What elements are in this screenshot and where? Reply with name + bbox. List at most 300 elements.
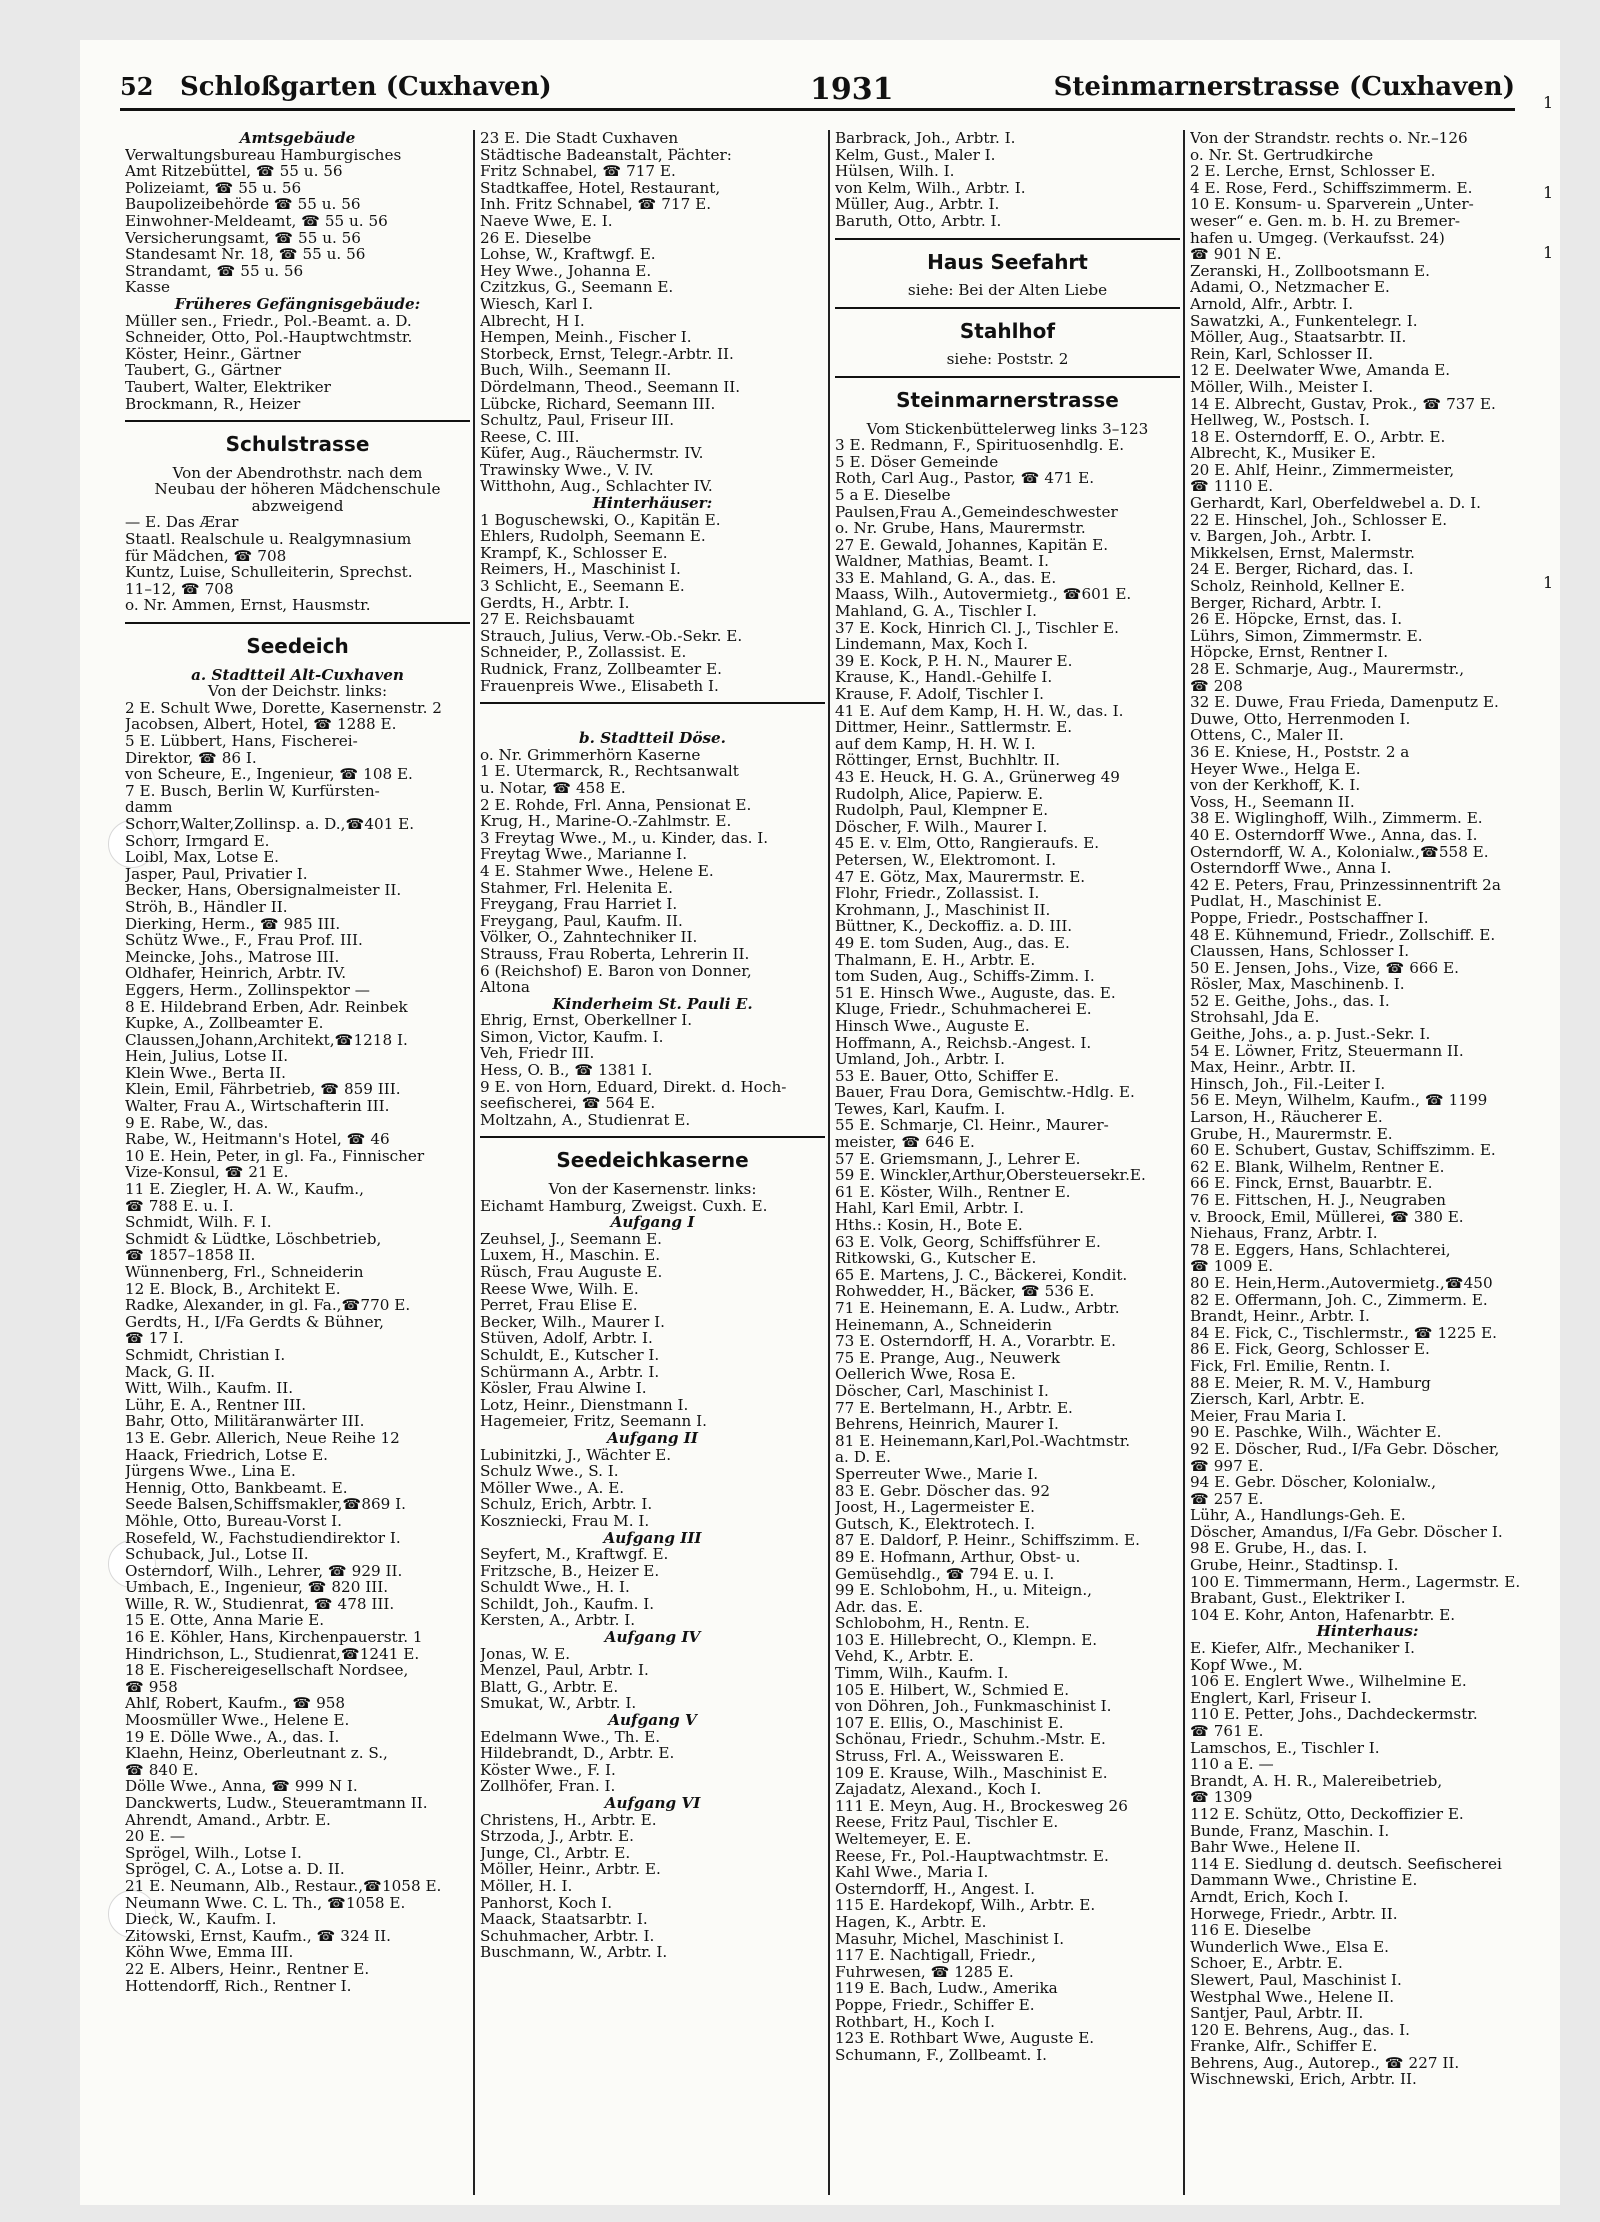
directory-entry: Buch, Wilh., Seemann II.	[480, 362, 672, 379]
directory-entry: Timm, Wilh., Kaufm. I.	[835, 1665, 1009, 1682]
directory-entry: o. Nr. Ammen, Ernst, Hausmstr.	[125, 597, 371, 615]
directory-entry: 60 E. Schubert, Gustav, Schiffszimm. E.	[1190, 1142, 1496, 1159]
directory-entry: Berger, Richard, Arbtr. I.	[1190, 594, 1382, 612]
directory-entry: Hempen, Meinh., Fischer I.	[480, 329, 692, 346]
directory-entry: 62 E. Blank, Wilhelm, Rentner E.	[1190, 1158, 1445, 1176]
directory-entry: ☎ 17 I.	[125, 1330, 184, 1347]
directory-entry: 12 E. Deelwater Wwe, Amanda E.	[1190, 362, 1451, 379]
directory-entry: Schulz Wwe., S. I.	[480, 1463, 619, 1480]
directory-entry: Gerhardt, Karl, Oberfeldwebel a. D. I.	[1190, 495, 1481, 512]
directory-entry: Müller, Aug., Arbtr. I.	[835, 196, 1000, 213]
column-divider	[1183, 130, 1185, 2195]
directory-entry: Küfer, Aug., Räuchermstr. IV.	[480, 445, 704, 462]
directory-entry: Maack, Staatsarbtr. I.	[480, 1911, 648, 1928]
directory-entry: ☎ 788 E. u. I.	[125, 1197, 234, 1215]
directory-entry: Arnold, Alfr., Arbtr. I.	[1190, 295, 1354, 313]
directory-entry: 107 E. Ellis, O., Maschinist E.	[835, 1714, 1064, 1732]
section-subheading: Hinterhaus:	[1316, 1623, 1419, 1641]
directory-entry: Flohr, Friedr., Zollassist. I.	[835, 885, 1040, 902]
directory-entry: 61 E. Köster, Wilh., Rentner E.	[835, 1183, 1071, 1201]
directory-entry: 20 E. Ahlf, Heinr., Zimmermeister,	[1190, 461, 1455, 479]
directory-entry: Petersen, W., Elektromont. I.	[835, 851, 1057, 869]
directory-entry: Kösler, Frau Alwine I.	[480, 1380, 647, 1397]
directory-entry: 20 E. —	[125, 1828, 186, 1845]
directory-entry: Lubinitzki, J., Wächter E.	[480, 1446, 672, 1464]
directory-entry: Heinemann, A., Schneiderin	[835, 1316, 1052, 1334]
directory-entry: Zollhöfer, Fran. I.	[480, 1778, 616, 1795]
directory-entry: ☎ 257 E.	[1190, 1490, 1264, 1508]
directory-entry: ☎ 1110 E.	[1190, 478, 1274, 496]
directory-entry: Freygang, Paul, Kaufm. II.	[480, 912, 683, 930]
directory-entry: Kersten, A., Arbtr. I.	[480, 1612, 636, 1630]
directory-entry: Döscher, Amandus, I/Fa Gebr. Döscher I.	[1190, 1523, 1503, 1541]
margin-mark: 1	[1543, 93, 1554, 112]
directory-entry: Kasse	[125, 279, 170, 296]
directory-entry: Voss, H., Seemann II.	[1190, 793, 1355, 811]
directory-entry: 21 E. Neumann, Alb., Restaur.,☎1058 E.	[125, 1877, 442, 1895]
directory-entry: Hess, O. B., ☎ 1381 I.	[480, 1062, 653, 1079]
street-note: Von der Kasernenstr. links:	[548, 1181, 757, 1198]
section-subheading: Hinterhäuser:	[592, 495, 713, 512]
directory-entry: Santjer, Paul, Arbtr. II.	[1190, 2005, 1364, 2022]
directory-entry: 56 E. Meyn, Wilhelm, Kaufm., ☎ 1199	[1190, 1092, 1488, 1110]
directory-entry: Osterndorff, H., Angest. I.	[835, 1880, 1035, 1898]
directory-entry: Hindrichson, L., Studienrat,☎1241 E.	[125, 1645, 420, 1663]
directory-entry: 81 E. Heinemann,Karl,Pol.-Wachtmstr.	[835, 1432, 1131, 1450]
directory-entry: Dieck, W., Kaufm. I.	[125, 1911, 277, 1928]
directory-entry: 82 E. Offermann, Joh. C., Zimmerm. E.	[1190, 1291, 1488, 1309]
directory-entry: Reese, Fr., Pol.-Hauptwachtmstr. E.	[835, 1847, 1109, 1865]
directory-entry: 63 E. Volk, Georg, Schiffsführer E.	[835, 1233, 1101, 1251]
directory-entry: 48 E. Kühnemund, Friedr., Zollschiff. E.	[1190, 926, 1496, 944]
directory-entry: Schuback, Jul., Lotse II.	[125, 1546, 309, 1563]
directory-entry: 23 E. Die Stadt Cuxhaven	[480, 130, 679, 147]
directory-entry: Naeve Wwe, E. I.	[480, 212, 613, 230]
directory-entry: Claussen,Johann,Architekt,☎1218 I.	[125, 1031, 408, 1049]
directory-entry: Westphal Wwe., Helene II.	[1190, 1988, 1395, 2006]
section-subheading: Kinderheim St. Pauli E.	[552, 995, 753, 1013]
directory-entry: Roth, Carl Aug., Pastor, ☎ 471 E.	[835, 470, 1095, 487]
directory-entry: 5 E. Döser Gemeinde	[835, 453, 999, 471]
directory-entry: Mack, G. II.	[125, 1363, 216, 1381]
street-note: Vom Stickenbüttelerweg links 3–123	[866, 420, 1149, 438]
directory-entry: 116 E. Dieselbe	[1190, 1922, 1311, 1939]
directory-entry: 1 Boguschewski, O., Kapitän E.	[480, 511, 721, 529]
directory-entry: Dölle Wwe., Anna, ☎ 999 N I.	[125, 1778, 358, 1795]
directory-entry: Edelmann Wwe., Th. E.	[480, 1728, 661, 1746]
directory-entry: 22 E. Albers, Heinr., Rentner E.	[125, 1960, 370, 1978]
directory-entry: Möller, Aug., Staatsarbtr. II.	[1190, 329, 1407, 346]
margin-mark: 1	[1543, 183, 1554, 202]
directory-entry: Gutsch, K., Elektrotech. I.	[835, 1515, 1036, 1533]
directory-entry: meister, ☎ 646 E.	[835, 1134, 975, 1151]
directory-entry: Seede Balsen,Schiffsmakler,☎869 I.	[125, 1496, 406, 1513]
directory-entry: Czitzkus, G., Seemann E.	[480, 279, 674, 296]
directory-entry: 100 E. Timmermann, Herm., Lagermstr. E.	[1190, 1573, 1521, 1591]
directory-entry: Schneider, P., Zollassist. E.	[480, 644, 687, 661]
directory-entry: Bahr, Otto, Militäranwärter III.	[125, 1413, 365, 1430]
street-note: Von der Deichstr. links:	[207, 683, 388, 700]
directory-entry: Kelm, Gust., Maler I.	[835, 146, 996, 164]
directory-entry: 9 E. Rabe, W., das.	[125, 1114, 269, 1132]
directory-entry: seefischerei, ☎ 564 E.	[480, 1095, 656, 1112]
section-subheading: Aufgang VI	[604, 1795, 701, 1812]
section-subheading: Aufgang I	[610, 1214, 695, 1231]
directory-entry: Baruth, Otto, Arbtr. I.	[835, 212, 1002, 230]
directory-entry: hafen u. Umgeg. (Verkaufsst. 24)	[1190, 229, 1445, 247]
directory-entry: 80 E. Hein,Herm.,Autovermietg.,☎450	[1190, 1274, 1493, 1292]
directory-entry: Witthohn, Aug., Schlachter IV.	[480, 478, 713, 496]
directory-entry: 99 E. Schlobohm, H., u. Miteign.,	[835, 1582, 1092, 1599]
directory-entry: Von der Strandstr. rechts o. Nr.–126	[1190, 130, 1468, 147]
directory-entry: 76 E. Fittschen, H. J., Neugraben	[1190, 1192, 1446, 1209]
directory-entry: Direktor, ☎ 86 I.	[125, 749, 257, 767]
directory-entry: Versicherungsamt, ☎ 55 u. 56	[125, 229, 361, 247]
directory-entry: Hths.: Kosin, H., Bote E.	[835, 1217, 1023, 1234]
directory-entry: — E. Das Ærar	[125, 514, 239, 532]
directory-entry: 53 E. Bauer, Otto, Schiffer E.	[835, 1067, 1059, 1085]
directory-entry: Möller, Heinr., Arbtr. E.	[480, 1861, 661, 1878]
directory-entry: 89 E. Hofmann, Arthur, Obst- u.	[835, 1548, 1081, 1566]
directory-entry: Schürmann A., Arbtr. I.	[480, 1363, 660, 1381]
directory-entry: Klein Wwe., Berta II.	[125, 1064, 286, 1082]
directory-entry: Rösler, Max, Maschinenb. I.	[1190, 976, 1405, 993]
directory-entry: von Scheure, E., Ingenieur, ☎ 108 E.	[125, 766, 413, 783]
directory-entry: Krug, H., Marine-O.-Zahlmstr. E.	[480, 813, 732, 830]
directory-entry: 49 E. tom Suden, Aug., das. E.	[835, 934, 1070, 952]
directory-entry: 115 E. Hardekopf, Wilh., Arbtr. E.	[835, 1897, 1096, 1914]
directory-entry: 59 E. Winckler,Arthur,Obersteuersekr.E.	[835, 1167, 1146, 1184]
directory-entry: Schönau, Friedr., Schuhm.-Mstr. E.	[835, 1731, 1106, 1749]
directory-entry: Strzoda, J., Arbtr. E.	[480, 1828, 634, 1845]
directory-entry: Schmidt & Lüdtke, Löschbetrieb,	[125, 1230, 382, 1248]
directory-entry: 26 E. Dieselbe	[480, 229, 592, 247]
directory-entry: Lübcke, Richard, Seemann III.	[480, 395, 716, 413]
directory-entry: Polizeiamt, ☎ 55 u. 56	[125, 179, 302, 197]
directory-entry: 33 E. Mahland, G. A., das. E.	[835, 569, 1057, 587]
directory-entry: 11–12, ☎ 708	[125, 580, 234, 598]
directory-entry: Haack, Friedrich, Lotse E.	[125, 1446, 328, 1464]
directory-entry: Luxem, H., Maschin. E.	[480, 1247, 661, 1264]
street-note: siehe: Bei der Alten Liebe	[907, 282, 1108, 299]
directory-entry: Smukat, W., Arbtr. I.	[480, 1695, 637, 1713]
directory-page	[80, 40, 1560, 2205]
directory-entry: Ströh, B., Händler II.	[125, 898, 288, 916]
directory-entry: 117 E. Nachtigall, Friedr.,	[835, 1947, 1036, 1964]
directory-entry: Schuldt, E., Kutscher I.	[480, 1346, 660, 1364]
directory-entry: ☎ 1009 E.	[1190, 1258, 1274, 1275]
directory-entry: Maass, Wilh., Autovermietg., ☎601 E.	[835, 586, 1132, 604]
directory-entry: Grube, Heinr., Stadtinsp. I.	[1190, 1557, 1399, 1574]
directory-entry: Schmidt, Wilh. F. I.	[125, 1214, 272, 1231]
directory-entry: Sawatzki, A., Funkentelegr. I.	[1190, 312, 1418, 330]
directory-entry: Poppe, Friedr., Postschaffner I.	[1190, 909, 1429, 927]
directory-entry: 7 E. Busch, Berlin W, Kurfürsten-	[125, 782, 380, 800]
directory-entry: Franke, Alfr., Schiffer E.	[1190, 2038, 1378, 2055]
directory-entry: 39 E. Kock, P. H. N., Maurer E.	[835, 652, 1073, 670]
directory-entry: Mikkelsen, Ernst, Malermstr.	[1190, 544, 1415, 562]
directory-entry: o. Nr. Grube, Hans, Maurermstr.	[835, 520, 1086, 537]
directory-entry: 10 E. Konsum- u. Sparverein „Unter-	[1190, 196, 1474, 213]
directory-entry: Krause, F. Adolf, Tischler I.	[835, 686, 1044, 703]
directory-entry: 18 E. Osterndorff, E. O., Arbtr. E.	[1190, 428, 1446, 446]
directory-entry: Rüsch, Frau Auguste E.	[480, 1264, 663, 1281]
directory-entry: Möller Wwe., A. E.	[480, 1479, 625, 1497]
directory-entry: Struss, Frl. A., Weisswaren E.	[835, 1748, 1065, 1765]
directory-entry: 92 E. Döscher, Rud., I/Fa Gebr. Döscher,	[1190, 1440, 1500, 1458]
directory-entry: Dierking, Herm., ☎ 985 III.	[125, 915, 341, 933]
directory-entry: Kluge, Friedr., Schuhmacherei E.	[835, 1001, 1092, 1018]
directory-entry: 106 E. Englert Wwe., Wilhelmine E.	[1190, 1673, 1467, 1690]
section-subheading: Früheres Gefängnisgebäude:	[174, 295, 421, 313]
directory-entry: Köhn Wwe, Emma III.	[125, 1944, 294, 1961]
directory-entry: 16 E. Köhler, Hans, Kirchenpauerstr. 1	[125, 1629, 423, 1646]
directory-entry: 86 E. Fick, Georg, Schlosser E.	[1190, 1341, 1430, 1358]
directory-entry: 18 E. Fischereigesellschaft Nordsee,	[125, 1662, 409, 1679]
directory-entry: 45 E. v. Elm, Otto, Rangieraufs. E.	[835, 835, 1100, 852]
directory-entry: Koszniecki, Frau M. I.	[480, 1512, 650, 1530]
directory-entry: Zeranski, H., Zollbootsmann E.	[1190, 262, 1430, 280]
directory-entry: 24 E. Berger, Richard, das. I.	[1190, 561, 1414, 579]
street-heading: Stahlhof	[835, 307, 1180, 352]
directory-entry: Albrecht, H I.	[480, 312, 585, 330]
directory-entry: ☎ 1857–1858 II.	[125, 1247, 256, 1264]
directory-entry: Fritz Schnabel, ☎ 717 E.	[480, 163, 676, 180]
directory-entry: auf dem Kamp, H. H. W. I.	[835, 735, 1036, 753]
directory-entry: 51 E. Hinsch Wwe., Auguste, das. E.	[835, 984, 1116, 1002]
directory-entry: Krause, K., Handl.-Gehilfe I.	[835, 669, 1053, 687]
directory-entry: Völker, O., Zahntechniker II.	[480, 929, 698, 946]
directory-entry: Wiesch, Karl I.	[480, 295, 594, 313]
directory-entry: Brandt, A. H. R., Malereibetrieb,	[1190, 1772, 1443, 1790]
directory-entry: ☎ 1309	[1190, 1789, 1253, 1806]
directory-entry: Müller sen., Friedr., Pol.-Beamt. a. D.	[125, 312, 412, 330]
directory-entry: Poppe, Friedr., Schiffer E.	[835, 1996, 1035, 2014]
directory-entry: 90 E. Paschke, Wilh., Wächter E.	[1190, 1424, 1442, 1441]
directory-entry: Hellweg, W., Postsch. I.	[1190, 412, 1370, 429]
directory-entry: 12 E. Block, B., Architekt E.	[125, 1280, 341, 1298]
directory-entry: Osterndorff Wwe., Anna I.	[1190, 860, 1392, 877]
directory-entry: 5 E. Lübbert, Hans, Fischerei-	[125, 733, 358, 750]
directory-entry: Schildt, Joh., Kaufm. I.	[480, 1595, 655, 1613]
directory-entry: Neumann Wwe. C. L. Th., ☎1058 E.	[125, 1894, 406, 1912]
directory-entry: Döscher, F. Wilh., Maurer I.	[835, 818, 1048, 836]
directory-entry: Christens, H., Arbtr. E.	[480, 1811, 657, 1829]
directory-entry: Dittmer, Heinr., Sattlermstr. E.	[835, 719, 1073, 736]
directory-entry: Kupke, A., Zollbeamter E.	[125, 1015, 324, 1032]
directory-entry: 5 a E. Dieselbe	[835, 486, 951, 504]
directory-entry: Larson, H., Räucherer E.	[1190, 1109, 1383, 1126]
directory-entry: Umland, Joh., Arbtr. I.	[835, 1051, 1005, 1068]
directory-entry: 4 E. Stahmer Wwe., Helene E.	[480, 862, 714, 880]
directory-entry: Hagemeier, Fritz, Seemann I.	[480, 1413, 707, 1430]
directory-entry: Köster Wwe., F. I.	[480, 1761, 616, 1779]
directory-entry: 27 E. Gewald, Johannes, Kapitän E.	[835, 536, 1109, 554]
directory-entry: 66 E. Finck, Ernst, Bauarbtr. E.	[1190, 1175, 1433, 1192]
directory-entry: Krampf, K., Schlosser E.	[480, 544, 668, 562]
directory-entry: Scholz, Reinhold, Kellner E.	[1190, 578, 1405, 595]
directory-entry: Panhorst, Koch I.	[480, 1894, 613, 1912]
directory-entry: Strandamt, ☎ 55 u. 56	[125, 262, 304, 280]
directory-entry: 104 E. Kohr, Anton, Hafenarbtr. E.	[1190, 1606, 1456, 1624]
directory-entry: Albrecht, K., Musiker E.	[1190, 445, 1376, 462]
directory-entry: 2 E. Rohde, Frl. Anna, Pensionat E.	[480, 796, 752, 814]
directory-entry: Möller, H. I.	[480, 1877, 573, 1895]
directory-entry: Reese, C. III.	[480, 428, 580, 446]
street-heading	[480, 702, 825, 730]
directory-entry: Reimers, H., Maschinist I.	[480, 561, 681, 579]
directory-entry: Zitowski, Ernst, Kaufm., ☎ 324 II.	[125, 1927, 391, 1945]
directory-entry: Jürgens Wwe., Lina E.	[125, 1463, 296, 1480]
directory-entry: o. Nr. St. Gertrudkirche	[1190, 146, 1374, 164]
directory-entry: 1 E. Utermarck, R., Rechtsanwalt	[480, 763, 739, 780]
directory-entry: Lührs, Simon, Zimmermstr. E.	[1190, 627, 1423, 645]
directory-entry: Loibl, Max, Lotse E.	[125, 849, 280, 866]
directory-entry: von Kelm, Wilh., Arbtr. I.	[835, 179, 1026, 197]
directory-entry: 50 E. Jensen, Johs., Vize, ☎ 666 E.	[1190, 959, 1459, 977]
directory-entry: Hennig, Otto, Bankbeamt. E.	[125, 1479, 348, 1497]
directory-entry: 19 E. Dölle Wwe., A., das. I.	[125, 1728, 340, 1746]
directory-entry: Fuhrwesen, ☎ 1285 E.	[835, 1963, 1014, 1981]
column-4	[1190, 130, 1545, 2088]
directory-entry: Claussen, Hans, Schlosser I.	[1190, 943, 1410, 960]
directory-entry: 9 E. von Horn, Eduard, Direkt. d. Hoch-	[480, 1078, 787, 1096]
directory-entry: Jonas, W. E.	[480, 1645, 571, 1663]
directory-entry: 109 E. Krause, Wilh., Maschinist E.	[835, 1764, 1108, 1782]
directory-entry: Englert, Karl, Friseur I.	[1190, 1689, 1372, 1707]
directory-entry: Ritkowski, G., Kutscher E.	[835, 1250, 1037, 1267]
directory-entry: Veh, Friedr III.	[480, 1045, 595, 1063]
directory-entry: Simon, Victor, Kaufm. I.	[480, 1028, 664, 1046]
directory-entry: 77 E. Bertelmann, H., Arbtr. E.	[835, 1399, 1073, 1417]
directory-entry: 103 E. Hillebrecht, O., Klempn. E.	[835, 1631, 1098, 1649]
directory-entry: Geithe, Johs., a. p. Just.-Sekr. I.	[1190, 1026, 1431, 1043]
directory-entry: Lohse, W., Kraftwgf. E.	[480, 246, 656, 263]
directory-entry: Thalmann, E. H., Arbtr. E.	[835, 951, 1036, 969]
directory-entry: E. Kiefer, Alfr., Mechaniker I.	[1190, 1640, 1415, 1657]
directory-entry: Fick, Frl. Emilie, Rentn. I.	[1190, 1357, 1391, 1375]
directory-entry: Hinsch Wwe., Auguste E.	[835, 1017, 1030, 1035]
directory-entry: Lotz, Heinr., Dienstmann I.	[480, 1396, 689, 1414]
directory-entry: Vize-Konsul, ☎ 21 E.	[125, 1164, 289, 1182]
directory-entry: 2 E. Lerche, Ernst, Schlosser E.	[1190, 163, 1436, 180]
directory-entry: 123 E. Rothbart Wwe, Auguste E.	[835, 2030, 1095, 2047]
directory-entry: Schoer, E., Arbtr. E.	[1190, 1955, 1343, 1972]
directory-entry: 4 E. Rose, Ferd., Schiffszimmerm. E.	[1190, 179, 1473, 197]
directory-entry: Strohsahl, Jda E.	[1190, 1009, 1320, 1027]
directory-entry: Dördelmann, Theod., Seemann II.	[480, 378, 741, 396]
directory-entry: Sperreuter Wwe., Marie I.	[835, 1465, 1039, 1483]
directory-entry: Hahl, Karl Emil, Arbtr. I.	[835, 1200, 1024, 1218]
directory-entry: 40 E. Osterndorff Wwe., Anna, das. I.	[1190, 826, 1478, 844]
margin-mark: 1	[1543, 573, 1554, 592]
directory-entry: Eichamt Hamburg, Zweigst. Cuxh. E.	[480, 1197, 768, 1215]
directory-entry: ☎ 958	[125, 1678, 178, 1696]
directory-entry: 52 E. Geithe, Johs., das. I.	[1190, 992, 1390, 1010]
directory-entry: 15 E. Otte, Anna Marie E.	[125, 1612, 325, 1630]
directory-entry: Hildebrandt, D., Arbtr. E.	[480, 1745, 675, 1762]
directory-entry: tom Suden, Aug., Schiffs-Zimm. I.	[835, 968, 1095, 985]
directory-entry: Büttner, K., Deckoffiz. a. D. III.	[835, 918, 1073, 935]
directory-entry: 83 E. Gebr. Döscher das. 92	[835, 1482, 1051, 1500]
directory-entry: ☎ 997 E.	[1190, 1457, 1264, 1475]
street-heading: Haus Seefahrt	[835, 238, 1180, 283]
directory-entry: Rothbart, H., Koch I.	[835, 2013, 996, 2031]
section-subheading: a. Stadtteil Alt-Cuxhaven	[191, 666, 404, 684]
directory-entry: Behrens, Aug., Autorep., ☎ 227 II.	[1190, 2054, 1460, 2072]
directory-entry: Einwohner-Meldeamt, ☎ 55 u. 56	[125, 212, 388, 230]
directory-entry: Heyer Wwe., Helga E.	[1190, 760, 1361, 778]
directory-entry: Brockmann, R., Heizer	[125, 395, 301, 413]
directory-entry: Moosmüller Wwe., Helene E.	[125, 1712, 350, 1729]
directory-entry: Klein, Emil, Fährbetrieb, ☎ 859 III.	[125, 1081, 401, 1099]
directory-entry: ☎ 901 N E.	[1190, 246, 1282, 263]
directory-entry: Witt, Wilh., Kaufm. II.	[125, 1380, 294, 1397]
section-subheading: Aufgang V	[608, 1712, 697, 1729]
directory-entry: Brandt, Heinr., Arbtr. I.	[1190, 1308, 1370, 1325]
page-number: 52	[120, 72, 154, 101]
directory-entry: 11 E. Ziegler, H. A. W., Kaufm.,	[125, 1181, 364, 1198]
directory-entry: Max, Heinr., Arbtr. II.	[1190, 1059, 1356, 1076]
directory-entry: Wille, R. W., Studienrat, ☎ 478 III.	[125, 1595, 395, 1613]
directory-entry: Schuldt Wwe., H. I.	[480, 1579, 630, 1596]
directory-entry: Klaehn, Heinz, Oberleutnant z. S.,	[125, 1745, 388, 1762]
directory-entry: Gemüsehdlg., ☎ 794 E. u. I.	[835, 1565, 1055, 1583]
directory-entry: Stüven, Adolf, Arbtr. I.	[480, 1330, 653, 1347]
directory-entry: 114 E. Siedlung d. deutsch. Seefischerei	[1190, 1855, 1502, 1873]
directory-entry: Sprögel, Wilh., Lotse I.	[125, 1844, 302, 1862]
directory-entry: Freytag Wwe., Marianne I.	[480, 846, 688, 863]
section-subheading: Aufgang II	[607, 1429, 698, 1447]
directory-entry: 87 E. Daldorf, P. Heinr., Schiffszimm. E.	[835, 1532, 1140, 1549]
directory-entry: Behrens, Heinrich, Maurer I.	[835, 1416, 1059, 1433]
directory-entry: Rudolph, Paul, Klempner E.	[835, 802, 1049, 819]
directory-entry: Gerdts, H., I/Fa Gerdts & Bühner,	[125, 1313, 384, 1331]
directory-entry: Schuhmacher, Arbtr. I.	[480, 1927, 655, 1945]
directory-entry: Brabant, Gust., Elektriker I.	[1190, 1590, 1406, 1607]
directory-entry: Radke, Alexander, in gl. Fa.,☎770 E.	[125, 1297, 411, 1314]
directory-entry: Kopf Wwe., M.	[1190, 1656, 1303, 1674]
directory-entry: Lindemann, Max, Koch I.	[835, 636, 1028, 653]
street-heading: Schulstrasse	[125, 420, 470, 465]
directory-entry: Jasper, Paul, Privatier I.	[125, 865, 308, 883]
directory-entry: 54 E. Löwner, Fritz, Steuermann II.	[1190, 1042, 1464, 1060]
directory-entry: Lühr, E. A., Rentner III.	[125, 1396, 307, 1414]
street-note: siehe: Poststr. 2	[946, 351, 1069, 368]
directory-entry: Schumann, F., Zollbeamt. I.	[835, 2046, 1047, 2064]
directory-entry: Taubert, Walter, Elektriker	[125, 378, 331, 396]
directory-entry: 36 E. Kniese, H., Poststr. 2 a	[1190, 743, 1410, 761]
directory-entry: Bauer, Frau Dora, Gemischtw.-Hdlg. E.	[835, 1084, 1135, 1101]
directory-entry: Bunde, Franz, Maschin. I.	[1190, 1822, 1390, 1840]
directory-entry: Stahmer, Frl. Helenita E.	[480, 879, 673, 897]
directory-entry: Meier, Frau Maria I.	[1190, 1407, 1347, 1425]
directory-entry: Junge, Cl., Arbtr. E.	[480, 1844, 631, 1862]
section-subheading: b. Stadtteil Döse.	[579, 730, 726, 747]
directory-entry: Horwege, Friedr., Arbtr. II.	[1190, 1905, 1398, 1923]
column-divider	[828, 130, 830, 2195]
directory-entry: 110 E. Petter, Johs., Dachdeckermstr.	[1190, 1706, 1478, 1723]
directory-entry: Standesamt Nr. 18, ☎ 55 u. 56	[125, 246, 366, 263]
directory-entry: Rabe, W., Heitmann's Hotel, ☎ 46	[125, 1131, 390, 1148]
street-heading: Seedeichkaserne	[480, 1136, 825, 1181]
directory-entry: Slewert, Paul, Maschinist I.	[1190, 1971, 1402, 1989]
directory-entry: von der Kerkhoff, K. I.	[1190, 777, 1361, 794]
directory-entry: Buschmann, W., Arbtr. I.	[480, 1944, 668, 1961]
directory-entry: 13 E. Gebr. Allerich, Neue Reihe 12	[125, 1429, 400, 1447]
directory-entry: 98 E. Grube, H., das. I.	[1190, 1540, 1368, 1558]
directory-entry: Tewes, Karl, Kaufm. I.	[835, 1100, 1006, 1118]
